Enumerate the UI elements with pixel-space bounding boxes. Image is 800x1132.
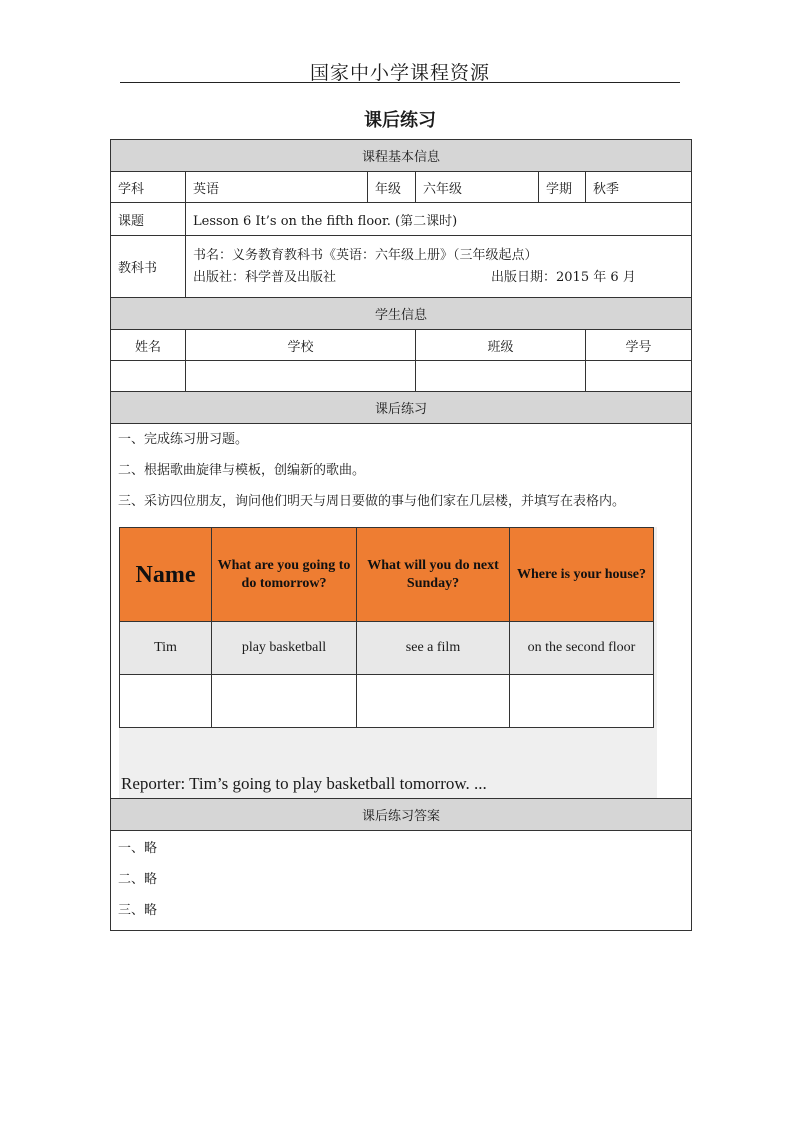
- table-row: [120, 622, 654, 675]
- student-info-section-title: 学生信息: [111, 298, 692, 330]
- page-header-title: 国家中小学课程资源: [309, 62, 490, 84]
- exercise-item: 三、采访四位朋友，询问他们明天与周日要做的事与他们家在几层楼，并填写在表格内。: [118, 494, 626, 509]
- textbook-name: 书名：义务教育教科书《英语：六年级上册》（三年级起点）: [193, 247, 538, 263]
- interview-worksheet: [119, 527, 657, 798]
- blank-cell[interactable]: [357, 675, 510, 728]
- name-label: 姓名: [111, 330, 186, 361]
- student-id-input-cell[interactable]: [586, 361, 692, 392]
- header-house: Where is your house?: [510, 528, 654, 622]
- textbook-publish-line: [193, 267, 684, 289]
- header-divider: [120, 82, 680, 83]
- blank-cell[interactable]: [510, 675, 654, 728]
- blank-cell[interactable]: [120, 675, 212, 728]
- answer-item: 一、略: [118, 841, 158, 856]
- blank-cell[interactable]: [212, 675, 357, 728]
- term-label: 学期: [539, 172, 586, 203]
- cell-house: on the second floor: [510, 622, 654, 675]
- subject-label: 学科: [111, 172, 186, 203]
- topic-value: Lesson 6 It’s on the fifth floor. (第二课时): [186, 203, 692, 236]
- class-input-cell[interactable]: [416, 361, 586, 392]
- interview-table: [119, 527, 654, 728]
- cell-next-sunday: see a film: [357, 622, 510, 675]
- grade-value: 六年级: [416, 172, 539, 203]
- subject-value: 英语: [186, 172, 368, 203]
- answer-item: 二、略: [118, 872, 158, 887]
- name-input-cell[interactable]: [111, 361, 186, 392]
- exercise-item: 一、完成练习册习题。: [118, 432, 249, 447]
- document-title: 课后练习: [364, 110, 436, 131]
- grade-label: 年级: [368, 172, 416, 203]
- exercise-item: 二、根据歌曲旋律与模板，创编新的歌曲。: [118, 463, 366, 478]
- publisher: 出版社：科学普及出版社: [193, 269, 337, 285]
- topic-label: 课题: [111, 203, 186, 236]
- term-value: 秋季: [586, 172, 692, 203]
- basic-info-section-title: 课程基本信息: [111, 140, 692, 172]
- header-name: Name: [120, 528, 212, 622]
- textbook-label: 教科书: [111, 236, 186, 298]
- class-label: 班级: [416, 330, 586, 361]
- answers-section-title: 课后练习答案: [111, 799, 692, 831]
- publish-date: 出版日期：2015 年 6 月: [491, 269, 636, 285]
- header-next-sunday: What will you do next Sunday?: [357, 528, 510, 622]
- header-tomorrow: What are you going to do tomorrow?: [212, 528, 357, 622]
- school-input-cell[interactable]: [186, 361, 416, 392]
- answers-content: [111, 831, 692, 931]
- answer-item: 三、略: [118, 903, 158, 918]
- course-table: [110, 139, 692, 931]
- student-id-label: 学号: [586, 330, 692, 361]
- textbook-info: [186, 236, 692, 298]
- cell-name: Tim: [120, 622, 212, 675]
- exercise-content: [111, 424, 692, 799]
- table-row-blank[interactable]: [120, 675, 654, 728]
- exercise-section-title: 课后练习: [111, 392, 692, 424]
- school-label: 学校: [186, 330, 416, 361]
- reporter-sentence: Reporter: Tim’s going to play basketball tomorrow. ...: [121, 774, 487, 793]
- cell-tomorrow: play basketball: [212, 622, 357, 675]
